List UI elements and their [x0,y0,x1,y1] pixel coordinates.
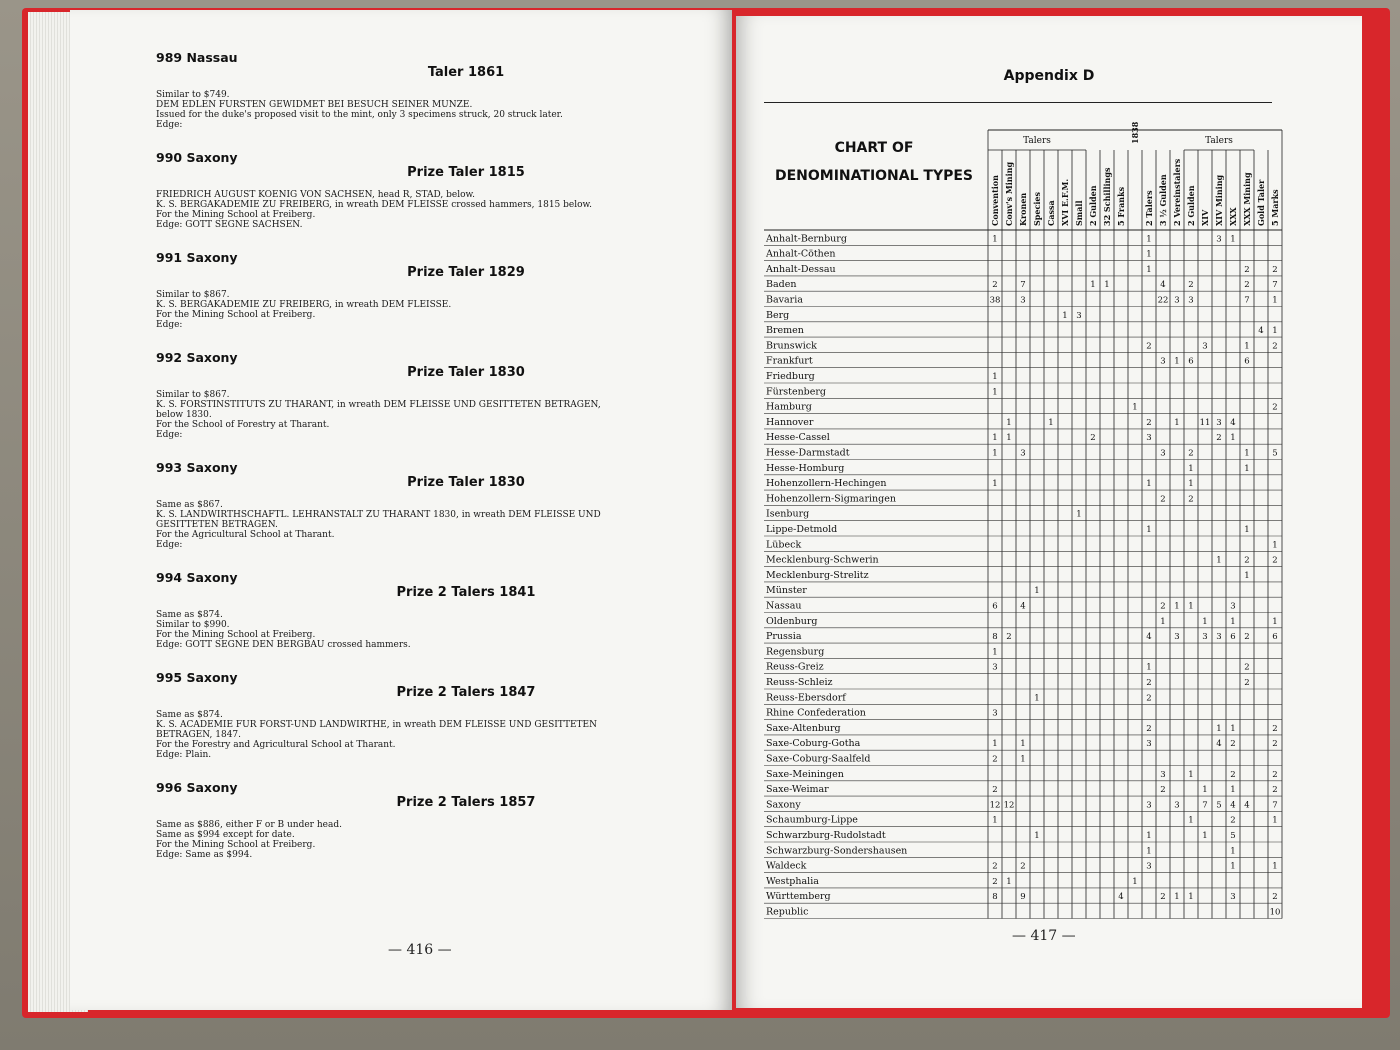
state-name: Republic [766,906,809,918]
count-cell: 1 [1202,831,1208,841]
state-name: Hohenzollern-Sigmaringen [766,493,896,505]
count-cell: 1 [1230,234,1236,245]
count-cell: 4 [1244,800,1250,811]
count-cell: 1 [1090,280,1096,291]
catalog-entry [156,570,716,650]
state-name: Brunswick [766,340,817,352]
count-cell: 3 [1146,800,1152,811]
count-cell: 2 [1230,769,1236,780]
group-label-talers: Talers [1023,136,1051,146]
state-name: Prussia [766,631,802,643]
count-cell: 3 [1020,295,1026,306]
count-cell: 1 [1174,356,1180,367]
count-cell: 4 [1160,280,1166,291]
column-header: Small [1074,200,1084,226]
count-cell: 12 [1003,800,1015,811]
state-name: Anhalt-Cöthen [766,248,836,260]
count-cell: 1 [1244,341,1250,352]
page-number-left: — 416 — [388,942,452,958]
state-name: Hamburg [766,401,812,413]
count-cell: 1 [1006,433,1012,444]
count-cell: 1 [1230,785,1236,796]
count-cell: 1 [1272,815,1278,826]
count-cell: 2 [1244,280,1250,291]
count-cell: 3 [1216,632,1222,643]
count-cell: 3 [1160,448,1166,459]
catalog-entry [156,250,716,330]
state-name: Anhalt-Bernburg [766,233,847,245]
column-header: XIV [1200,209,1210,226]
group-label-talers: Talers [1205,136,1233,146]
count-cell: 3 [1174,632,1180,643]
count-cell: 3 [1146,433,1152,444]
entry-description-line: For the Agricultural School at Tharant. [156,530,335,540]
column-header: 2 Vereinstalers [1172,158,1182,226]
entry-description-line: K. S. LANDWIRTHSCHAFTL. LEHRANSTALT ZU THARANT 1830, in wreath DEM FLEISSE UND [156,510,601,520]
state-name: Saxe-Meiningen [766,768,844,780]
entry-description-line: FRIEDRICH AUGUST KOENIG VON SACHSEN, head R, STAD, below. [156,190,475,200]
count-cell: 2 [1244,678,1250,688]
count-cell: 6 [992,601,998,612]
count-cell: 3 [1216,417,1222,428]
state-name: Rhine Confederation [766,707,866,719]
count-cell: 1 [1272,861,1278,872]
count-cell: 1 [1146,479,1152,490]
state-name: Frankfurt [766,355,813,367]
count-cell: 4 [1230,417,1236,428]
entry-title: Prize Taler 1815 [407,165,525,180]
entry-description-line: For the Forestry and Agricultural School at Tharant. [156,740,396,750]
entry-description-line: Edge: Same as $994. [156,850,253,860]
entry-title: Prize 2 Talers 1857 [396,795,536,810]
count-cell: 1 [1160,616,1166,627]
column-header: XVI E.F.M. [1060,178,1070,226]
state-name: Hohenzollern-Hechingen [766,478,887,490]
state-name: Waldeck [766,860,807,872]
count-cell: 4 [1230,800,1236,811]
state-name: Westphalia [766,875,819,887]
count-cell: 1 [1188,815,1194,826]
state-name: Hannover [766,416,814,428]
count-cell: 5 [1216,800,1222,811]
state-name: Saxe-Coburg-Gotha [766,738,861,750]
state-name: Oldenburg [766,615,818,627]
count-cell: 7 [1272,800,1278,811]
count-cell: 1 [1230,616,1236,627]
state-name: Württemberg [766,891,831,903]
state-name: Isenburg [766,508,810,520]
count-cell: 7 [1202,800,1208,811]
count-cell: 2 [1146,693,1152,704]
count-cell: 2 [992,861,998,872]
entry-description-line: K. S. BERGAKADEMIE ZU FREIBERG, in wreath DEM FLEISSE. [156,300,452,310]
count-cell: 3 [1202,632,1208,643]
state-name: Bavaria [766,294,803,306]
state-name: Schaumburg-Lippe [766,814,858,826]
count-cell: 3 [992,708,998,719]
column-header: 3 ½ Gulden [1158,174,1168,226]
state-name: Schwarzburg-Rudolstadt [766,830,886,841]
state-name: Reuss-Ebersdorf [766,692,846,704]
count-cell: 2 [992,876,998,887]
entry-description-line: Same as $994 except for date. [156,830,295,840]
count-cell: 1 [992,433,998,444]
entry-description-line: Issued for the duke's proposed visit to the mint, only 3 specimens struck, 20 struck later. [156,110,563,120]
state-name: Bremen [766,325,804,337]
count-cell: 1 [992,479,998,490]
entry-title: Prize 2 Talers 1847 [396,685,536,700]
entry-number: 995 Saxony [156,670,238,685]
column-header: 5 Marks [1270,189,1280,226]
count-cell: 2 [1160,601,1166,612]
count-cell: 1 [1230,433,1236,444]
count-cell: 6 [1188,356,1194,367]
count-cell: 2 [1160,494,1166,505]
count-cell: 38 [989,295,1001,306]
count-cell: 1 [1146,662,1152,673]
state-name: Baden [766,279,797,291]
count-cell: 2 [1160,785,1166,796]
count-cell: 2 [1160,892,1166,903]
count-cell: 1 [1034,693,1040,704]
count-cell: 1 [1188,892,1194,903]
entry-description-line: For the School of Forestry at Tharant. [156,420,330,430]
count-cell: 1 [1244,448,1250,459]
count-cell: 1 [1174,601,1180,612]
count-cell: 2 [1244,662,1250,673]
count-cell: 1 [1244,463,1250,474]
state-name: Münster [766,585,807,597]
count-cell: 1 [1104,280,1110,291]
column-header: Kronen [1018,192,1028,226]
count-cell: 2 [992,280,998,291]
count-cell: 2 [1244,555,1250,566]
count-cell: 2 [1272,785,1278,796]
column-header: 2 Gulden [1186,185,1196,226]
count-cell: 2 [992,754,998,765]
count-cell: 1 [1034,831,1040,841]
catalog-entry [156,150,716,230]
count-cell: 4 [1146,632,1152,643]
count-cell: 6 [1230,632,1236,643]
entry-list [156,50,716,880]
count-cell: 1 [1272,616,1278,627]
count-cell: 5 [1230,831,1236,841]
entry-description-line: Similar to $749. [156,90,230,100]
state-name: Nassau [766,600,802,612]
entry-description-line: Similar to $867. [156,290,230,300]
count-cell: 1 [1188,479,1194,490]
entry-description-line: K. S. ACADEMIE FUR FORST-UND LANDWIRTHE, in wreath DEM FLEISSE UND GESITTETEN [156,720,597,730]
entry-title: Prize 2 Talers 1841 [396,585,536,600]
entry-description-line: Similar to $867. [156,390,230,400]
count-cell: 2 [1272,892,1278,903]
catalog-entry [156,50,716,130]
count-cell: 1 [1146,264,1152,275]
count-cell: 9 [1020,892,1026,903]
state-name: Hesse-Cassel [766,432,830,444]
count-cell: 1 [1202,785,1208,796]
count-cell: 1 [1244,570,1250,581]
page-number-right: — 417 — [1012,928,1076,944]
count-cell: 1 [1188,601,1194,612]
entry-description-line: Edge: [156,320,183,330]
entry-description-line: K. S. BERGAKADEMIE ZU FREIBERG, in wreath DEM FLEISSE crossed hammers, 1815 below. [156,200,593,210]
state-name: Saxe-Coburg-Saalfeld [766,753,871,765]
entry-description-line: Same as $867. [156,500,223,510]
count-cell: 1 [1076,509,1082,520]
count-cell: 6 [1244,356,1250,367]
catalog-entry [156,350,716,440]
entry-description-line: Edge: GOTT SEGNE DEN BERGBAU crossed hammers. [156,640,411,650]
state-name: Reuss-Schleiz [766,677,833,688]
state-name: Schwarzburg-Sondershausen [766,845,908,857]
count-cell: 3 [1160,356,1166,367]
count-cell: 2 [1146,678,1152,688]
count-cell: 2 [1244,264,1250,275]
count-cell: 3 [1216,234,1222,245]
count-cell: 5 [1272,448,1278,459]
count-cell: 3 [992,662,998,673]
count-cell: 1 [992,647,998,658]
count-cell: 1 [1230,846,1236,857]
right-page [736,16,1362,1008]
count-cell: 2 [1216,433,1222,444]
count-cell: 3 [1230,601,1236,612]
count-cell: 3 [1188,295,1194,306]
count-cell: 2 [1188,448,1194,459]
count-cell: 1 [1174,417,1180,428]
count-cell: 7 [1272,280,1278,291]
count-cell: 2 [992,785,998,796]
count-cell: 1 [1272,326,1278,337]
count-cell: 7 [1020,280,1026,291]
count-cell: 1 [1048,417,1054,428]
column-header: XXX [1228,207,1238,226]
count-cell: 1 [992,815,998,826]
column-header: XIV Mining [1214,174,1224,226]
entry-description-line: For the Mining School at Freiberg. [156,840,316,850]
count-cell: 2 [1090,433,1096,444]
entry-number: 994 Saxony [156,570,238,585]
chart-title-line-1: CHART OF [834,140,914,156]
count-cell: 1 [1230,861,1236,872]
entry-description-line: GESITTETEN BETRAGEN. [156,520,278,530]
entry-description-line: Same as $874. [156,610,223,620]
entry-title: Prize Taler 1829 [407,265,525,280]
count-cell: 4 [1118,892,1124,903]
count-cell: 1 [1146,525,1152,535]
count-cell: 8 [992,632,998,643]
count-cell: 3 [1202,341,1208,352]
count-cell: 2 [1006,632,1012,643]
count-cell: 1 [1216,723,1222,734]
count-cell: 2 [1272,341,1278,352]
state-name: Saxony [766,799,801,811]
entry-title: Taler 1861 [427,65,505,80]
count-cell: 2 [1020,861,1026,872]
count-cell: 4 [1020,601,1026,612]
column-header: Gold Taler [1256,179,1266,226]
count-cell: 1 [992,234,998,245]
entry-number: 990 Saxony [156,150,238,165]
entry-description-line: DEM EDLEN FURSTEN GEWIDMET BEI BESUCH SEINER MUNZE. [156,100,473,110]
count-cell: 1 [1132,402,1138,413]
entry-number: 989 Nassau [156,50,238,65]
state-name: Anhalt-Dessau [766,263,836,275]
count-cell: 1 [992,448,998,459]
count-cell: 3 [1020,448,1026,459]
count-cell: 2 [1146,723,1152,734]
state-name: Regensburg [766,646,825,658]
entry-description-line: Similar to $990. [156,620,230,630]
entry-description-line: For the Mining School at Freiberg. [156,630,316,640]
count-cell: 1 [992,372,998,382]
count-cell: 1 [992,387,998,398]
entry-description-line: For the Mining School at Freiberg. [156,310,316,320]
count-cell: 1 [1272,540,1278,551]
group-label-1838: 1838 [1130,121,1140,144]
count-cell: 1 [1146,249,1152,260]
count-cell: 3 [1230,892,1236,903]
count-cell: 8 [992,892,998,903]
count-cell: 12 [989,800,1001,811]
left-page [70,10,732,1010]
count-cell: 1 [1062,310,1068,321]
count-cell: 2 [1272,555,1278,566]
column-header: Conv's Mining [1004,161,1014,226]
count-cell: 1 [1230,723,1236,734]
count-cell: 1 [1244,525,1250,535]
column-header: 32 Schillings [1102,167,1112,226]
count-cell: 1 [1188,463,1194,474]
count-cell: 1 [1272,295,1278,306]
entry-number: 992 Saxony [156,350,238,365]
count-cell: 3 [1146,739,1152,750]
count-cell: 1 [1020,739,1026,750]
count-cell: 4 [1216,739,1222,750]
entry-description-line: Same as $886, either F or B under head. [156,820,342,830]
count-cell: 11 [1199,417,1211,428]
count-cell: 3 [1076,310,1082,321]
count-cell: 10 [1269,907,1281,918]
count-cell: 1 [1174,892,1180,903]
entry-number: 993 Saxony [156,460,238,475]
count-cell: 3 [1146,861,1152,872]
state-name: Friedburg [766,371,815,382]
entry-title: Prize Taler 1830 [407,365,525,380]
column-header: Convention [990,175,1000,226]
count-cell: 1 [1006,876,1012,887]
count-cell: 1 [1146,234,1152,245]
count-cell: 22 [1157,295,1169,306]
denomination-table [764,112,1304,932]
count-cell: 1 [1020,754,1026,765]
count-cell: 1 [1132,876,1138,887]
state-name: Mecklenburg-Schwerin [766,554,879,566]
entry-description-line: Edge: [156,540,183,550]
count-cell: 2 [1272,723,1278,734]
entry-description-line: Edge: [156,120,183,130]
count-cell: 3 [1174,295,1180,306]
entry-description-line: BETRAGEN, 1847. [156,730,242,740]
count-cell: 1 [1146,831,1152,841]
entry-description-line: below 1830. [156,410,212,420]
count-cell: 1 [1146,846,1152,857]
entry-number: 996 Saxony [156,780,238,795]
column-header: 5 Franks [1116,186,1126,226]
appendix-heading: Appendix D [1003,68,1095,84]
column-header: XXX Mining [1242,172,1252,226]
heading-rule [764,102,1272,103]
count-cell: 2 [1188,280,1194,291]
count-cell: 6 [1272,632,1278,643]
catalog-entry [156,460,716,550]
entry-description-line: Same as $874. [156,710,223,720]
column-header: Species [1032,192,1042,226]
entry-description-line: K. S. FORSTINSTITUTS ZU THARANT, in wreath DEM FLEISSE UND GESITTETEN BETRAGEN, [156,400,601,410]
chart-title-line-2: DENOMINATIONAL TYPES [774,168,973,184]
column-header: 2 Gulden [1088,185,1098,226]
count-cell: 2 [1230,815,1236,826]
count-cell: 2 [1188,494,1194,505]
state-name: Lippe-Detmold [766,524,838,535]
column-header: Cassa [1046,200,1056,226]
column-header: 2 Talers [1144,190,1154,226]
entry-description-line: Edge: Plain. [156,750,212,760]
entry-title: Prize Taler 1830 [407,475,525,490]
state-name: Hesse-Homburg [766,462,845,474]
count-cell: 1 [1006,417,1012,428]
count-cell: 1 [992,739,998,750]
catalog-entry [156,780,716,860]
count-cell: 2 [1272,402,1278,413]
state-name: Berg [766,309,790,321]
state-name: Fürstenberg [766,386,827,398]
state-name: Lübeck [766,539,802,551]
state-name: Saxe-Altenburg [766,722,841,734]
entry-description-line: Edge: [156,430,183,440]
catalog-entry [156,670,716,760]
count-cell: 2 [1244,632,1250,643]
count-cell: 2 [1146,341,1152,352]
entry-description-line: Edge: GOTT SEGNE SACHSEN. [156,220,303,230]
state-name: Hesse-Darmstadt [766,447,850,459]
count-cell: 7 [1244,295,1250,306]
count-cell: 4 [1258,326,1264,337]
count-cell: 2 [1272,264,1278,275]
state-name: Mecklenburg-Strelitz [766,569,869,581]
entry-description-line: For the Mining School at Freiberg. [156,210,316,220]
count-cell: 2 [1146,417,1152,428]
count-cell: 1 [1216,555,1222,566]
count-cell: 1 [1202,616,1208,627]
count-cell: 2 [1230,739,1236,750]
count-cell: 2 [1272,739,1278,750]
state-name: Reuss-Greiz [766,661,824,673]
entry-number: 991 Saxony [156,250,238,265]
count-cell: 3 [1174,800,1180,811]
state-name: Saxe-Weimar [766,784,829,796]
count-cell: 1 [1034,586,1040,597]
count-cell: 1 [1188,769,1194,780]
count-cell: 2 [1272,769,1278,780]
count-cell: 3 [1160,769,1166,780]
